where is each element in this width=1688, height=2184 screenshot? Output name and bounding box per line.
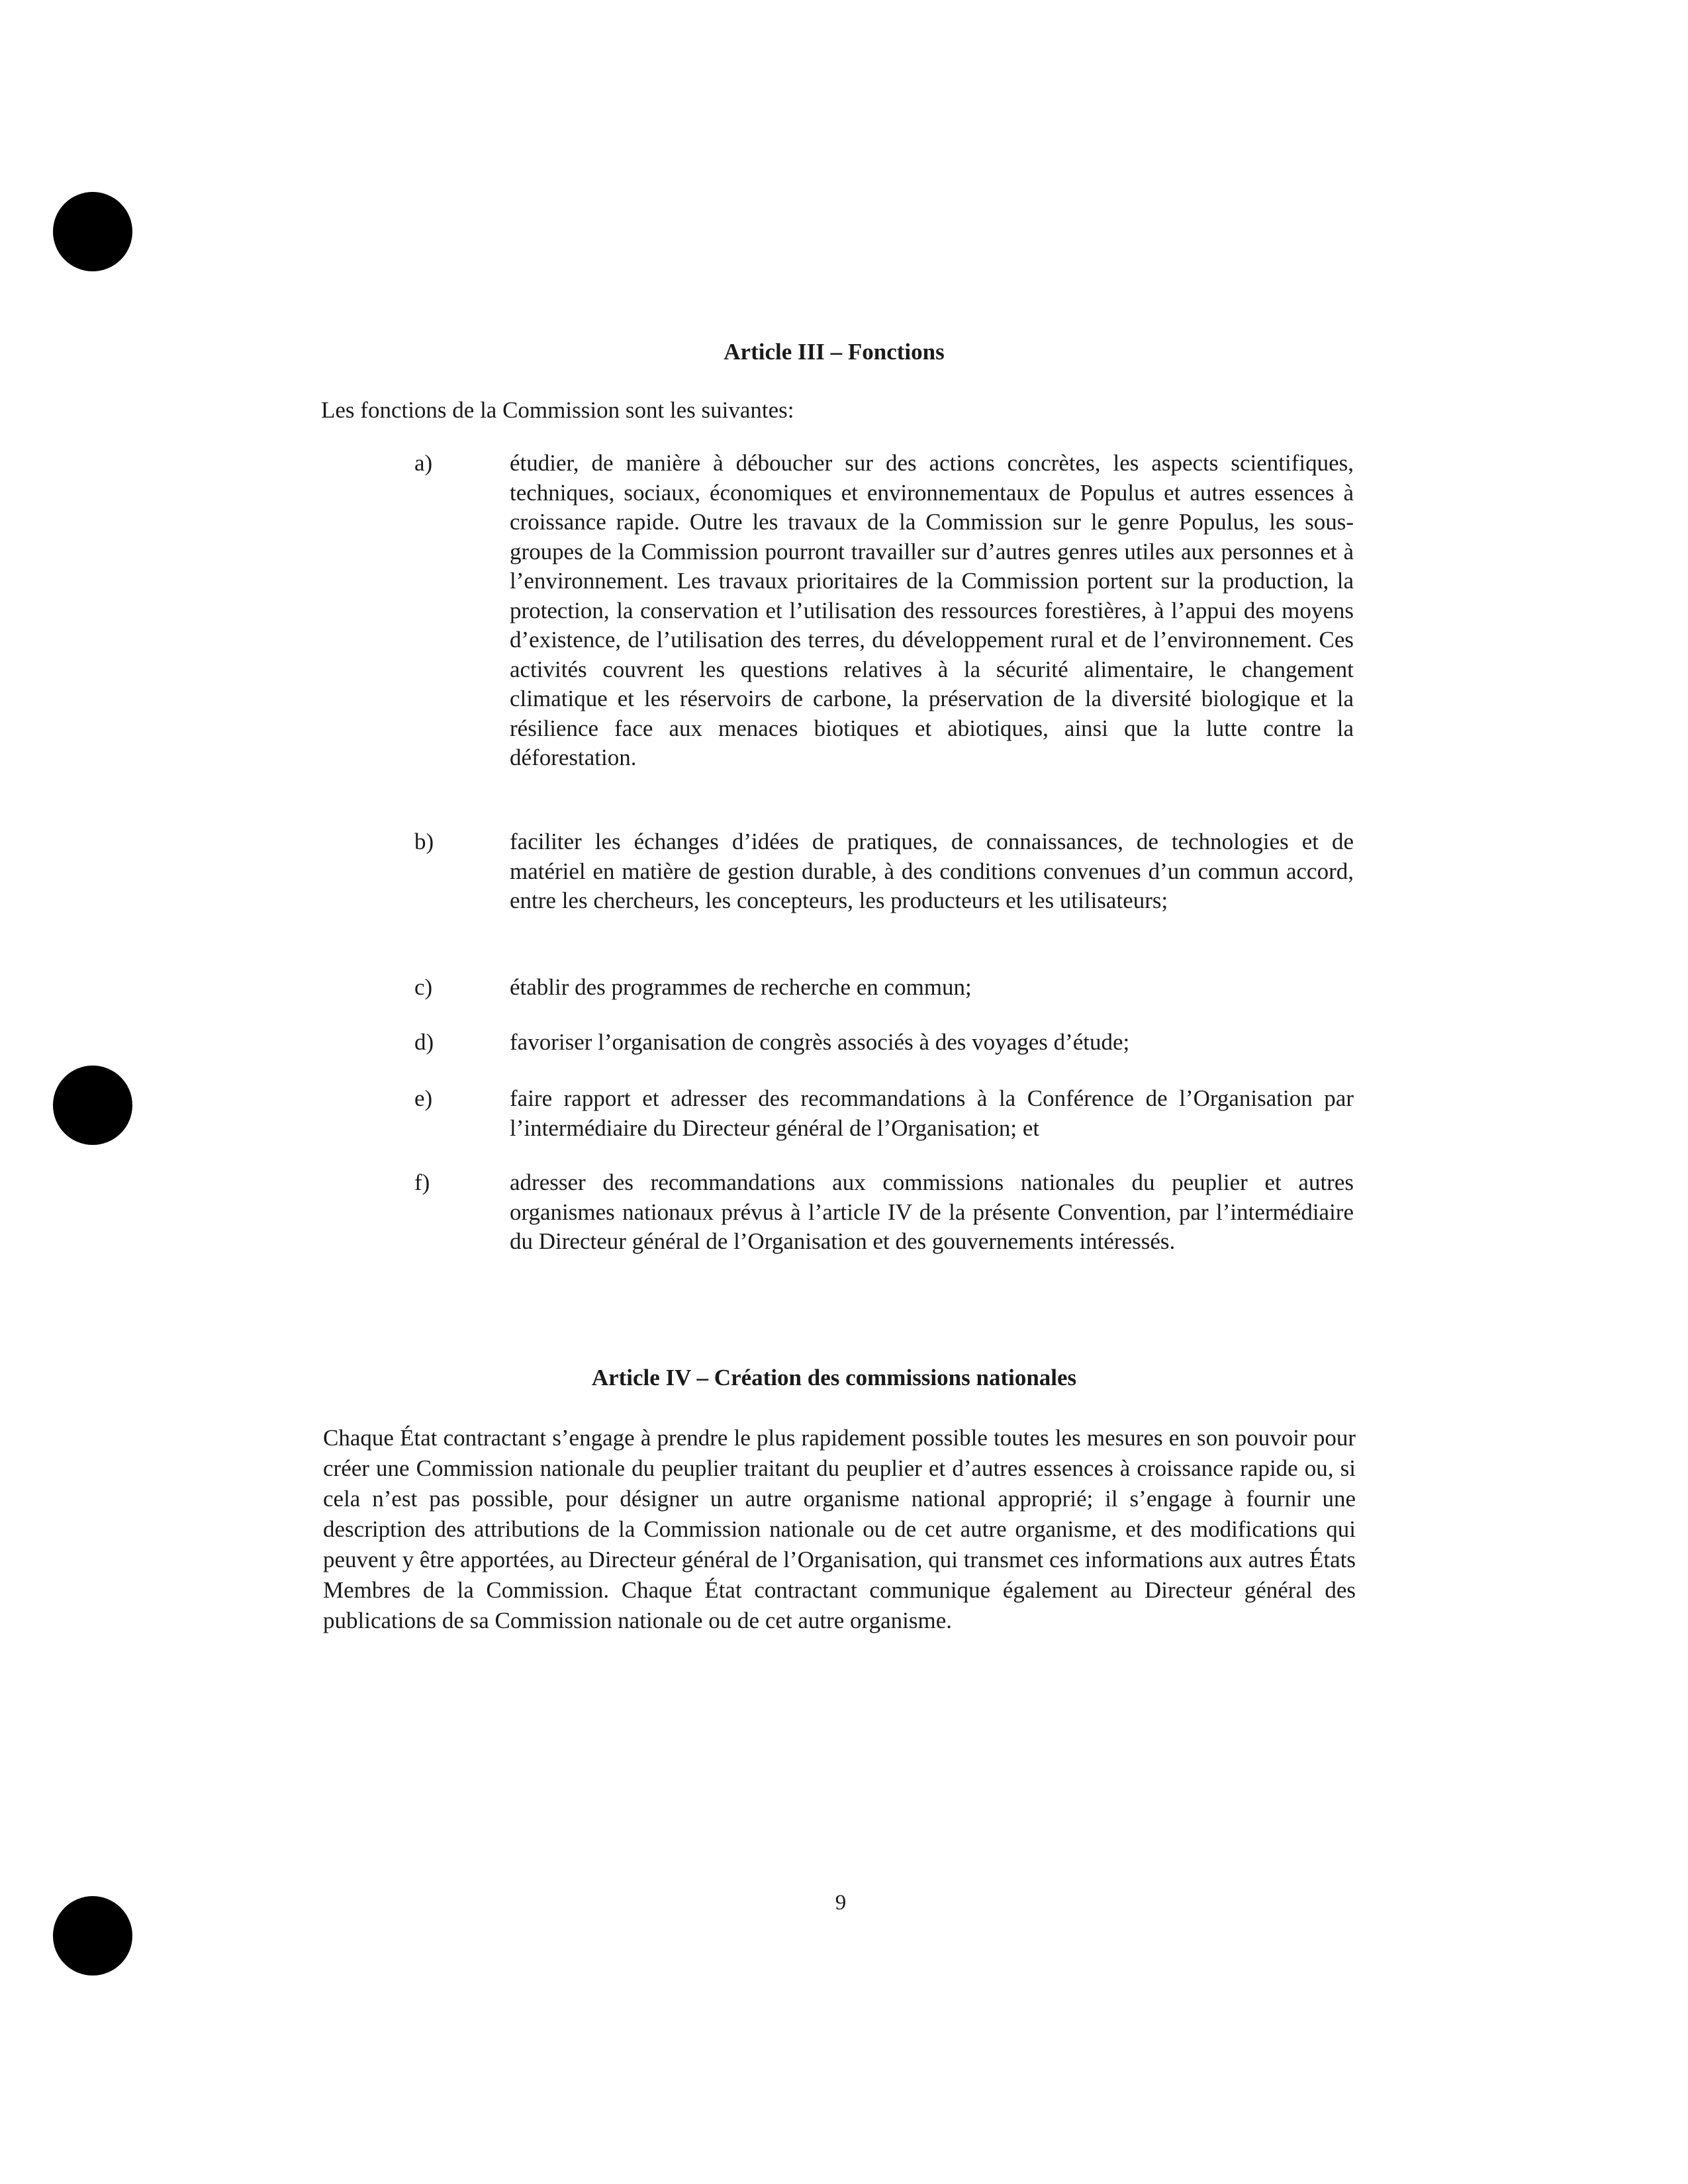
list-item-text: favoriser l’organisation de congrès associés à des voyages d’étude; — [510, 1029, 1130, 1055]
article-4-paragraph: Chaque État contractant s’engage à prendre le plus rapidement possible toutes les mesures en son pouvoir pour créer une Commission nationale du peuplier traitant du peuplier et d’autres essences à croissance rapide ou, si cela n’est pas possible, pour désigner un autre organisme national approprié; il s’engage à fournir une description des attributions de la Commission nationale ou de cet autre organisme, et des modifications qui peuvent y être apportées, au Directeur général de l’Organisation, qui transmet ces informations aux autres États Membres de la Commission. Chaque État contractant communique également au Directeur général des publications de sa Commission nationale ou de cet autre organisme. — [323, 1425, 1356, 1633]
page-number: 9 — [835, 1891, 847, 1915]
list-item-text: étudier, de manière à déboucher sur des actions concrètes, les aspects scientifiques, techniques, sociaux, économiques et environnementaux de Populus et autres essences à croissance rapide. Outre les travaux de la Commission sur le genre Populus, les sous-groupes de la Commission pourront travailler sur d’autres genres utiles aux personnes et à l’environnement. Les travaux prioritaires de la Commission portent sur la production, la protection, la conservation et l’utilisation des ressources forestières, à l’appui des moyens d’existence, de l’utilisation des terres, du développement rural et de l’environnement. Ces activités couvrent les questions relatives à la sécurité alimentaire, le changement climatique et les réservoirs de carbone, la préservation de la diversité biologique et la résilience face aux menaces biotiques et abiotiques, ainsi que la lutte contre la déforestation. — [510, 450, 1354, 770]
article-3-heading: Article III – Fonctions — [724, 339, 945, 365]
list-item-text: faciliter les échanges d’idées de pratiques, de connaissances, de technologies et de matériel en matière de gestion durable, à des conditions convenues d’un commun accord, entre les chercheurs, les concepteurs, les producteurs et les utilisateurs; — [510, 829, 1354, 913]
list-item-text: faire rapport et adresser des recommandations à la Conférence de l’Organisation par l’intermédiaire du Directeur général de l’Organisation; et — [510, 1085, 1354, 1141]
list-item-label: c) — [414, 974, 433, 1000]
list-item-label: d) — [414, 1029, 434, 1055]
article-3-intro: Les fonctions de la Commission sont les suivantes: — [321, 397, 794, 423]
list-item-text: établir des programmes de recherche en commun; — [510, 974, 972, 1000]
list-item-text: adresser des recommandations aux commissions nationales du peuplier et autres organismes nationaux prévus à l’article IV de la présente Convention, par l’intermédiaire du Directeur général de l’Organisation et des gouvernements intéressés. — [510, 1169, 1354, 1254]
list-item-label: f) — [414, 1169, 430, 1195]
article-4-heading: Article IV – Création des commissions nationales — [591, 1365, 1077, 1390]
list-item-label: e) — [414, 1085, 433, 1111]
list-item-label: b) — [414, 829, 434, 854]
list-item-label: a) — [414, 450, 433, 476]
